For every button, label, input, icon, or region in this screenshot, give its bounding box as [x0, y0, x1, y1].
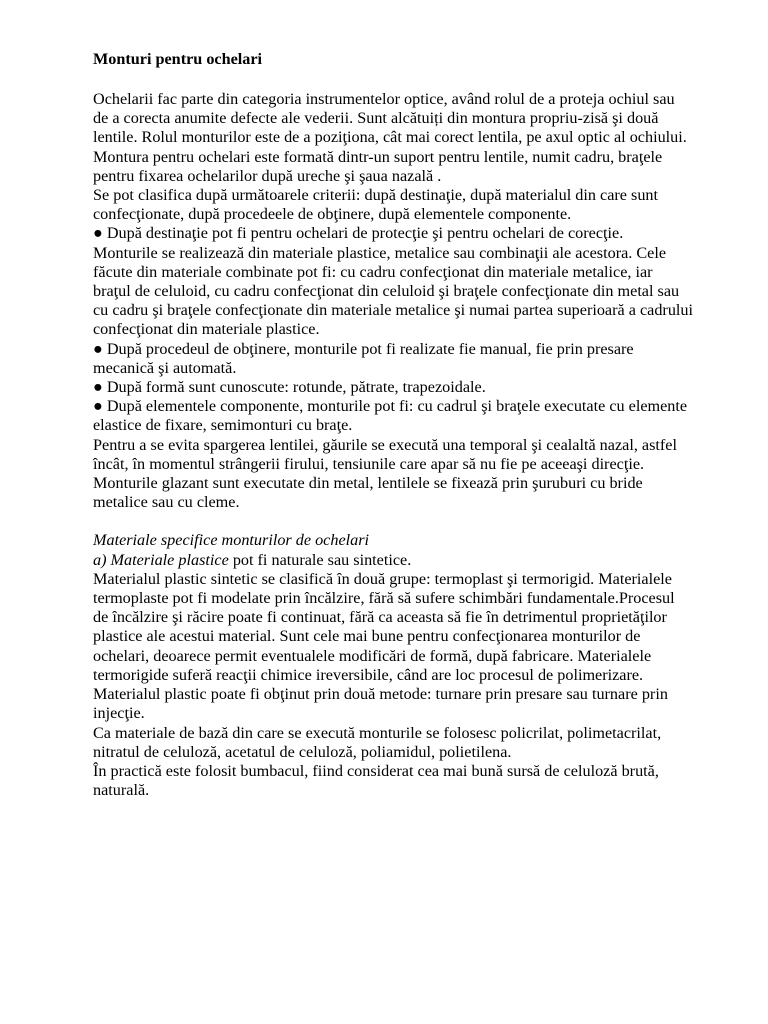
subsection-rest: pot fi naturale sau sintetice. [228, 550, 412, 569]
bullet-components: ● După elementele componente, monturile pot fi: cu cadrul şi braţele executate cu elemente elastice de fixare, semimonturi cu braţe. [93, 397, 688, 435]
bullet-destination: ● După destinaţie pot fi pentru ochelari de protecţie şi pentru ochelari de corecţie. [93, 224, 624, 243]
paragraph-materials: Monturile se realizează din materiale plastice, metalice sau combinaţii ale acestora. Cele făcute din materiale combinate pot fi: cu cadru confecţionat din materiale metalice, iar braţul de celuloid, cu cadru confecţionat din celuloid şi braţele confecţionate din metal sau cu cadru şi braţele confecţionate din materiale metalice şi numai partea superioară a cadrului confecţionat din materiale plastice. [93, 243, 693, 339]
paragraph-plastic-types: Materialul plastic sintetic se clasifică în două grupe: termoplast şi termorigid. Materialele termoplaste pot fi modelate prin încălzire, fără să sufere schimbări fundamentale.Procesul de încălzire şi răcire poate fi continuat, fără ca aceasta să fie în detrimentul proprietăţilor plastice ale acestui material. Sunt cele mai bune pentru confecţionarea monturilor de ochelari, deoarece permit eventualele modificări de formă, după fabricare. Materialele termorigide suferă reacţii chimice ireversibile, când are loc procesul de polimerizare. [93, 569, 675, 684]
paragraph-cotton: În practică este folosit bumbacul, fiind considerat cea mai bună sursă de celuloză brută, naturală. [93, 761, 659, 800]
subsection-label: a) Materiale plastice [93, 550, 229, 569]
section-heading: Materiale specifice monturilor de ochelari [93, 531, 370, 550]
paragraph-plastic-methods: Materialul plastic poate fi obţinut prin două metode: turnare prin presare sau turnare prin injecţie. [93, 685, 668, 723]
bullet-procedure: ● După procedeul de obţinere, monturile pot fi realizate fie manual, fie prin presare mecanică şi automată. [93, 339, 634, 377]
paragraph-base-materials: Ca materiale de bază din care se execută monturile se folosesc policrilat, polimetacrilat, nitratul de celuloză, acetatul de celuloză, poliamidul, polietilena. [93, 723, 662, 761]
paragraph-intro: Ochelarii fac parte din categoria instrumentelor optice, având rolul de a proteja ochiul sau de a corecta anumite defecte ale vederii. Sunt alcătuiți din montura propriu-zisă şi două lentile. Rolul monturilor este de a poziţiona, cât mai corect lentila, pe axul optic al ochiului. Montura pentru ochelari este formată dintr-un suport pentru lentile, numit cadru, braţele pentru fixarea ochelarilor după ureche şi şaua nazală . [93, 90, 687, 185]
section-gap [93, 512, 693, 531]
document-title: Monturi pentru ochelari [93, 50, 263, 68]
document-page [93, 48, 693, 800]
paragraph-criteria: Se pot clasifica după următoarele criterii: după destinaţie, după materialul din care sunt confecţionate, după procedeele de obţinere, după elementele componente. [93, 186, 658, 224]
bullet-shape: ● După formă sunt cunoscute: rotunde, pătrate, trapezoidale. [93, 378, 486, 397]
subsection-line [93, 551, 693, 570]
paragraph-lens-holes: Pentru a se evita spargerea lentilei, găurile se execută una temporal şi cealaltă nazal, astfel încât, în momentul strângerii firului, tensiunile care apar să nu fie pe aceeaşi direcţie. Monturile glazant sunt executate din metal, lentilele se fixează prin şuruburi cu bride metalice sau cu cleme. [93, 435, 677, 512]
